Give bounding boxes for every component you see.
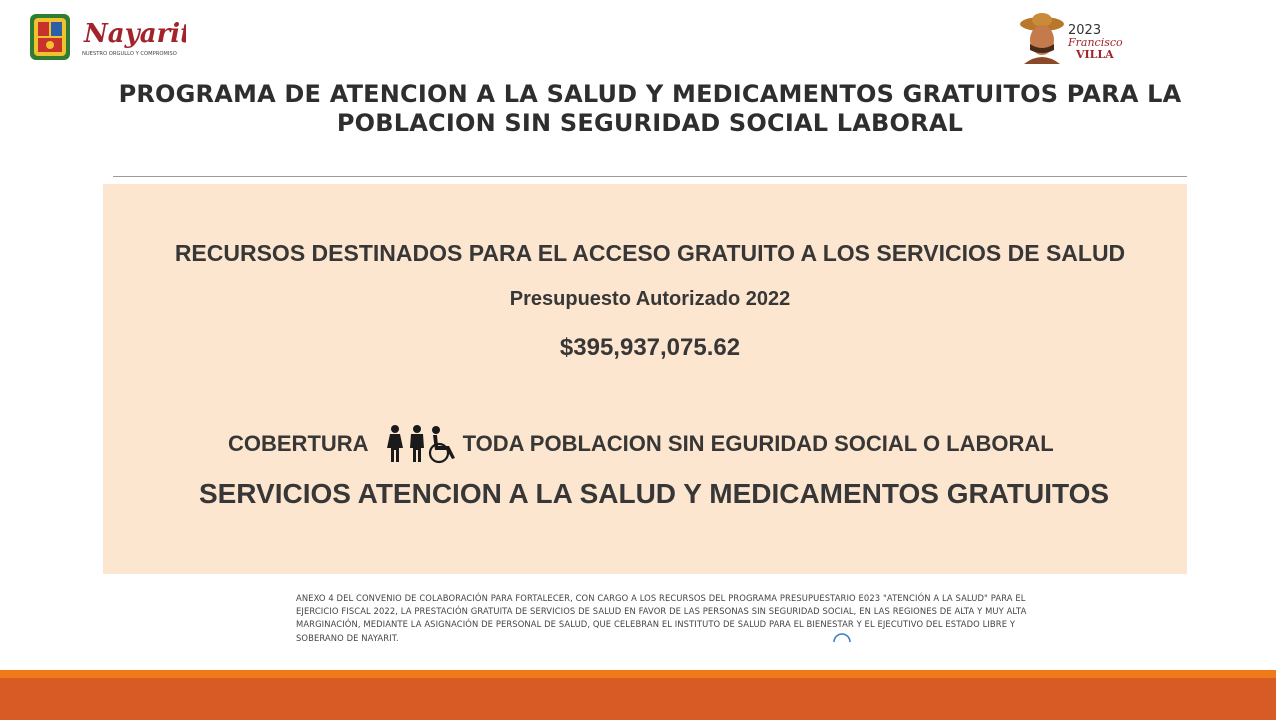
recursos-heading: RECURSOS DESTINADOS PARA EL ACCESO GRATUITO A LOS SERVICIOS DE SALUD — [174, 240, 1126, 266]
servicios-heading: SERVICIOS ATENCION A LA SALUD Y MEDICAMENTOS GRATUITOS — [198, 478, 1110, 509]
presupuesto-amount: $395,937,075.62 — [559, 334, 741, 361]
francisco-villa-logo-text: 2023 Francisco VILLA — [1018, 10, 1029, 11]
francisco-villa-logo — [1018, 10, 1124, 68]
svg-text:VILLA: VILLA — [1076, 48, 1114, 61]
cobertura-label: COBERTURA — [228, 431, 369, 456]
footer-bar — [0, 678, 1276, 720]
nayarit-logo-tagline: NUESTRO ORGULLO Y COMPROMISO — [82, 51, 177, 57]
svg-text:2023: 2023 — [1068, 23, 1102, 38]
nayarit-logo — [26, 12, 186, 66]
cobertura-row — [228, 424, 1054, 464]
nayarit-logo-text: Nayarit — [84, 19, 186, 49]
svg-text:Francisco: Francisco — [1068, 36, 1123, 49]
page-title: PROGRAMA DE ATENCION A LA SALUD Y MEDICAMENTOS GRATUITOS PARA LA POBLACION SIN SEGURIDAD SOCIAL LABORAL — [118, 80, 1182, 137]
nayarit-coat-of-arms-logo — [26, 12, 186, 66]
divider — [113, 176, 1187, 177]
francisco-villa-2023-logo — [1018, 10, 1124, 68]
footnote-box — [283, 576, 1039, 646]
presupuesto-label: Presupuesto Autorizado 2022 — [509, 288, 791, 310]
info-panel — [103, 184, 1187, 574]
footer-bar-top — [0, 670, 1276, 678]
footnote-text: ANEXO 4 DEL CONVENIO DE COLABORACIÓN PARA FORTALECER, CON CARGO A LOS RECURSOS DEL PROGRAMA PRESUPUESTARIO E023 "ATENCIÓN A LA SALUD" PARA EL EJERCICIO FISCAL 2022, LA PRESTACIÓN GRATUITA DE SERVICIOS DE SALUD EN FAVOR DE LAS PERSONAS SIN SEGURIDAD SOCIAL, EN LAS REGIONES DE ALTA Y MUY ALTA MARGINACIÓN, MEDIANTE LA ASIGNACIÓN DE PERSONAL DE SALUD, QUE CELEBRAN EL INSTITUTO DE SALUD PARA EL BIENESTAR Y EL EJECUTIVO DEL ESTADO LIBRE Y SOBERANO DE NAYARIT. — [296, 593, 1027, 643]
cobertura-text: TODA POBLACION SIN EGURIDAD SOCIAL O LABORAL — [462, 431, 1054, 456]
people-wheelchair-icon — [385, 424, 465, 464]
loading-spinner-icon — [832, 632, 852, 644]
